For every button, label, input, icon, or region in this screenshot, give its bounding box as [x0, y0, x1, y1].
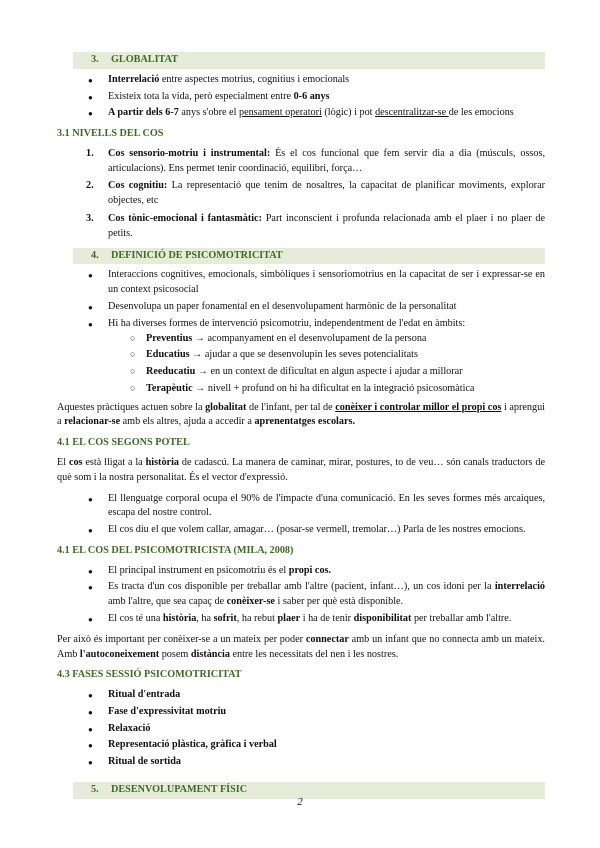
- heading-definicio-psicomotricitat: [73, 248, 545, 265]
- heading-number: 5.: [91, 784, 99, 796]
- list-item: ● Fase d'expressivitat motriu: [108, 705, 545, 720]
- paragraph-practiques: Aquestes pràctiques actuen sobre la globalitat de l'infant, per tal de conèixer i controlar millor el propi cos i aprengui a relacionar-se amb els altres, ajuda a accedir a aprenentatges escolars.: [57, 401, 546, 428]
- list-item: ● A partir dels 6-7 anys s'obre el pensament operatori (lògic) i pot descentralitzar-se de les emocions: [108, 106, 545, 121]
- list-item: ● Relaxació: [108, 722, 545, 737]
- paragraph-cos-historia: El cos està lligat a la història de cadascú. La manera de caminar, mirar, postures, to de veu… són canals traductors de què som i la nostra personalitat. És el vector d'expressió.: [57, 456, 545, 483]
- list-item: ● El cos diu el que volem callar, amagar… (posar-se vermell, tremolar…) Parla de les nostres emocions.: [108, 523, 545, 538]
- psicomotricista-list: [73, 564, 545, 627]
- nivells-list: [73, 147, 545, 242]
- list-item: ● El llenguatge corporal ocupa el 90% de l'impacte d'una comunicació. En les seves formes més arcaiques, escapa del nostre control.: [108, 492, 545, 522]
- fases-list: [73, 688, 545, 770]
- heading-cos-psicomotricista: 4.1 EL COS DEL PSICOMOTRICISTA (MILA, 2008): [57, 544, 294, 556]
- list-item: ● El cos té una història, ha sofrit, ha rebut plaer i ha de tenir disponibilitat per treballar amb l'altre.: [108, 612, 545, 627]
- definicio-list: [73, 268, 545, 396]
- list-item: ● Es tracta d'un cos disponible per treballar amb l'altre (pacient, infant…), un cos idoni per la interrelació amb l'altre, que sea capaç de conèixer-se i saber per què està disponible.: [108, 580, 545, 610]
- heading-number: 3.: [91, 54, 99, 65]
- heading-nivells-del-cos: 3.1 NIVELLS DEL COS: [57, 128, 164, 140]
- heading-title: DESENVOLUPAMENT FÍSIC: [111, 784, 248, 796]
- list-item: ● Interrelació entre aspectes motrius, cognitius i emocionals: [108, 73, 545, 88]
- list-item: ○ Terapèutic → nivell + profund on hi ha dificultat en la integració psicosomàtica: [146, 382, 545, 397]
- ambits-list: [108, 332, 545, 397]
- heading-globalitat: [73, 52, 545, 69]
- list-item: ○ Preventius → acompanyament en el desenvolupament de la persona: [146, 332, 545, 347]
- heading-number: 4.: [91, 249, 99, 261]
- globalitat-list: [73, 73, 545, 121]
- heading-title: DEFINICIÓ DE PSICOMOTRICITAT: [111, 249, 283, 261]
- potel-list: [73, 492, 545, 538]
- list-item: ○ Educatius → ajudar a que se desenvolupin les seves potencialitats: [146, 348, 545, 363]
- list-item: ● Ritual d'entrada: [108, 688, 545, 703]
- list-item: 3. Cos tònic-emocional i fantasmàtic: Part inconscient i profunda relacionada amb el plaer i no plaer de petits.: [86, 213, 545, 239]
- heading-fases-sessio: 4.3 FASES SESSIÓ PSICOMOTRICITAT: [57, 669, 242, 681]
- heading-title: GLOBALITAT: [111, 54, 178, 65]
- list-item: ● Ritual de sortida: [108, 755, 545, 770]
- list-item: ○ Reeducatiu → en un context de dificultat en algun aspecte i ajudar a millorar: [146, 365, 545, 380]
- list-item: ● Desenvolupa un paper fonamental en el desenvolupament harmònic de la personalitat: [108, 300, 545, 315]
- page-content: [57, 52, 546, 803]
- list-item: ● El principal instrument en psicomotriu és el propi cos.: [108, 564, 545, 579]
- heading-cos-segons-potel: 4.1 EL COS SEGONS POTEL: [57, 437, 190, 449]
- list-item: ● Existeix tota la vida, però especialment entre 0-6 anys: [108, 90, 545, 105]
- list-item: ● Representació plàstica, gràfica i verbal: [108, 738, 545, 753]
- paragraph-autoconeixement: Per això és important per conèixer-se a un mateix per poder connectar amb un infant que no connecta amb un mateix. Amb l'autoconeixement posem distància entre les necessitats del nen i les nostres.: [57, 633, 545, 660]
- list-item: 1. Cos sensorio-motriu i instrumental: És el cos funcional que fem servir dia a dia (músculs, ossos, articulacions). Ens permet tenir coordinació, equilibri, força…: [86, 147, 545, 174]
- list-item: ● Interaccions cognitives, emocionals, simbòliques i sensoriomotrius en la capacitat de ser i expressar-se en un context psicosocial: [108, 268, 545, 298]
- page-number: 2: [297, 796, 303, 808]
- list-item: ● Hi ha diverses formes de intervenció psicomotriu, independentment de l'edat en àmbits: ○ Preventius → acompanyament en el desenvolupament de la persona ○ Educatius → ajudar a que se desenvolupin les seves potencialitats ○ Reeducatiu → en un context de dificultat en algun aspecte i ajudar a millorar ○ Terapèutic → nivell + profund on hi ha dificultat en la integració psicosomàtica: [108, 317, 545, 397]
- list-item: 2. Cos cognitiu: La representació que tenim de nosaltres, la capacitat de planificar moviments, explorar objectes, etc: [86, 180, 545, 207]
